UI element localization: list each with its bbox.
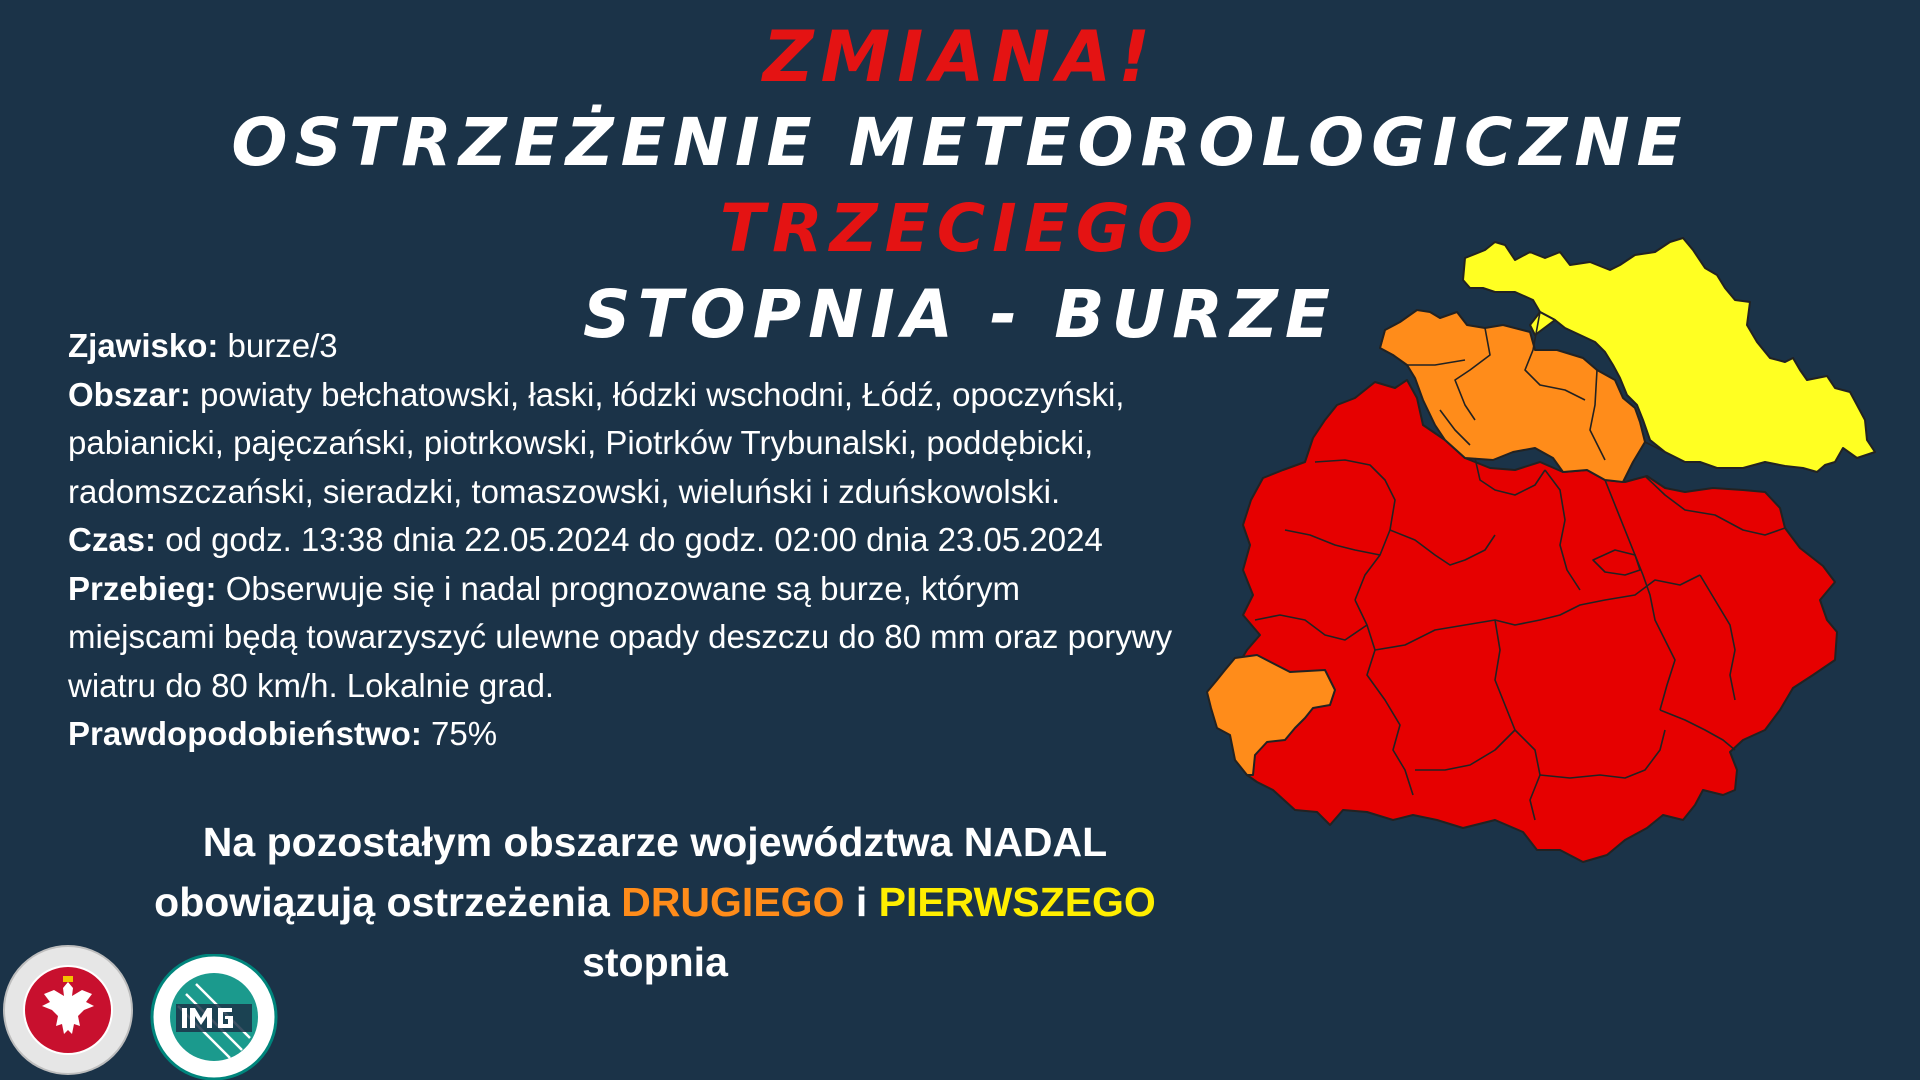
notice-line-3: stopnia: [582, 939, 728, 985]
imgw-logo: [150, 954, 278, 1080]
notice-connector: i: [844, 879, 879, 925]
phenomenon-row: [68, 322, 1248, 371]
change-title: ZMIANA!: [762, 16, 1158, 98]
voivodeship-office-logo: [2, 944, 134, 1076]
area-label: Obszar:: [68, 375, 191, 413]
notice-line-2-start: obowiązują ostrzeżenia: [154, 879, 622, 925]
warning-subtitle: STOPNIA - BURZE: [583, 276, 1337, 353]
phenomenon-value: burze/3: [218, 327, 338, 364]
course-line-2: miejscami będą towarzyszyć ulewne opady deszczu do 80 mm oraz porywy: [68, 618, 1173, 655]
course-line-3: wiatru do 80 km/h. Lokalnie grad.: [68, 666, 555, 704]
notice-line-1: Na pozostałym obszarze województwa NADAL: [202, 819, 1108, 865]
area-line-2: pabianicki, pajęczański, piotrkowski, Piotrków Trybunalski, poddębicki,: [68, 424, 1094, 461]
course-label: Przebieg:: [68, 569, 217, 607]
second-degree-label: DRUGIEGO: [621, 879, 845, 925]
probability-row: [68, 710, 1248, 759]
area-line-3: radomszczański, sieradzki, tomaszowski, wieluński i zduńskowolski.: [68, 472, 1061, 510]
time-value: od godz. 13:38 dnia 22.05.2024 do godz. 02:00 dnia 23.05.2024: [156, 521, 1103, 558]
warning-title-white: OSTRZEŻENIE METEOROLOGICZNE: [231, 104, 1689, 181]
area-line-1: powiaty bełchatowski, łaski, łódzki wschodni, Łódź, opoczyński,: [190, 375, 1125, 413]
course-row: [68, 565, 1248, 614]
probability-value: 75%: [421, 715, 498, 752]
warning-details: [68, 322, 1248, 759]
warning-degree-red: TRZECIEGO: [719, 190, 1201, 267]
notice-line-2: [60, 872, 1250, 932]
phenomenon-label: Zjawisko:: [68, 327, 219, 364]
voivodeship-warning-map: [1195, 230, 1915, 920]
time-label: Czas:: [68, 521, 157, 558]
course-line-1: Obserwuje się i nadal prognozowane są burze, którym: [216, 569, 1020, 607]
time-row: [68, 516, 1248, 565]
first-degree-label: PIERWSZEGO: [878, 879, 1156, 925]
probability-label: Prawdopodobieństwo:: [68, 715, 422, 752]
area-row: [68, 371, 1248, 420]
